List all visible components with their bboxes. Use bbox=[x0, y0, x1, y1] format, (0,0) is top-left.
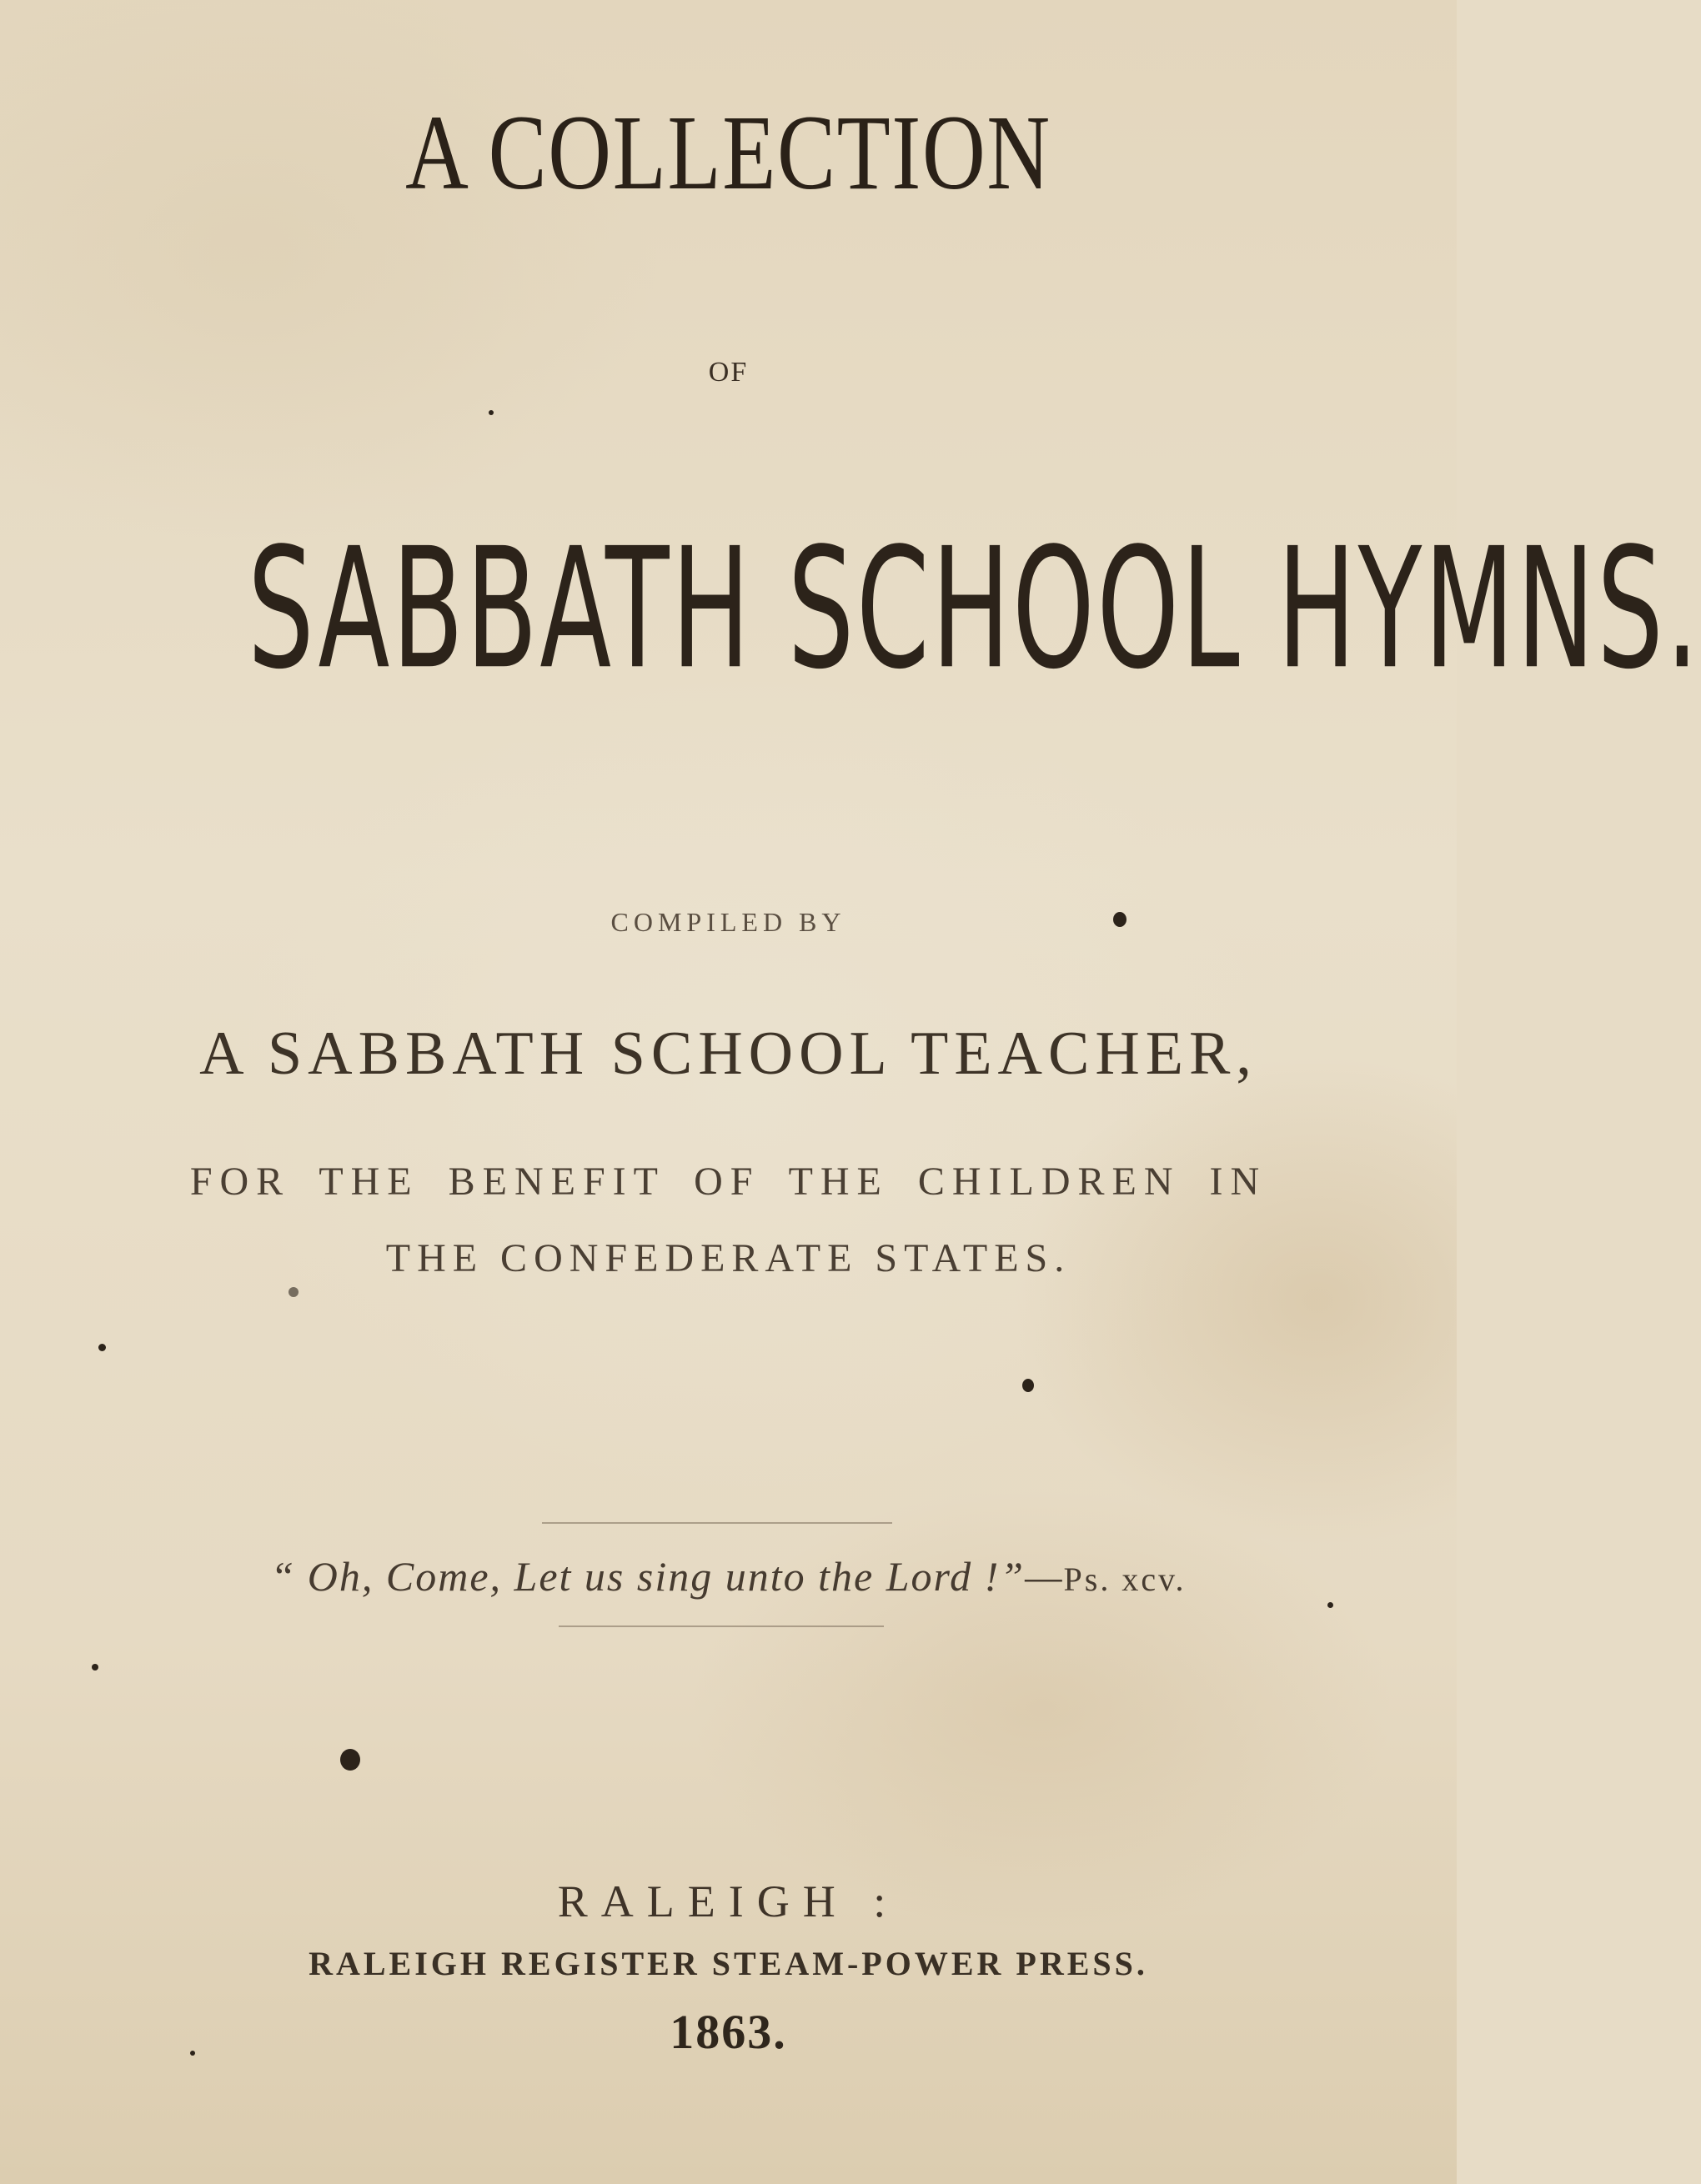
epigraph-rule-bottom bbox=[559, 1625, 884, 1627]
ink-speck bbox=[98, 1344, 106, 1351]
main-title: SABBATH SCHOOL HYMNS. bbox=[247, 512, 1701, 706]
epigraph-rule-top bbox=[542, 1522, 892, 1524]
purpose-line-2: THE CONFEDERATE STATES. bbox=[385, 1236, 1071, 1280]
purpose-line-1: FOR THE BENEFIT OF THE CHILDREN IN bbox=[189, 1160, 1267, 1204]
collection-heading: A COLLECTION bbox=[405, 93, 1051, 212]
epigraph-text: “ Oh, Come, Let us sing unto the Lord !”— bbox=[270, 1553, 1064, 1600]
imprint-year: 1863. bbox=[670, 2005, 787, 2059]
imprint-city: RALEIGH : bbox=[557, 1876, 900, 1926]
ink-speck bbox=[489, 410, 494, 415]
imprint-press: RALEIGH REGISTER STEAM-POWER PRESS. bbox=[309, 1945, 1148, 1982]
epigraph bbox=[0, 1552, 1457, 1600]
ink-speck bbox=[92, 1664, 98, 1671]
ink-speck bbox=[190, 2051, 195, 2056]
ink-speck bbox=[340, 1749, 360, 1771]
epigraph-reference: Ps. xcv. bbox=[1063, 1560, 1187, 1598]
ink-speck bbox=[1327, 1602, 1333, 1608]
compiled-by-label: COMPILED BY bbox=[610, 907, 846, 937]
compiler-name: A SABBATH SCHOOL TEACHER, bbox=[199, 1019, 1257, 1088]
ink-speck bbox=[1113, 912, 1126, 927]
ink-speck bbox=[1022, 1379, 1034, 1392]
of-word: OF bbox=[708, 357, 749, 388]
ink-speck bbox=[289, 1287, 299, 1297]
